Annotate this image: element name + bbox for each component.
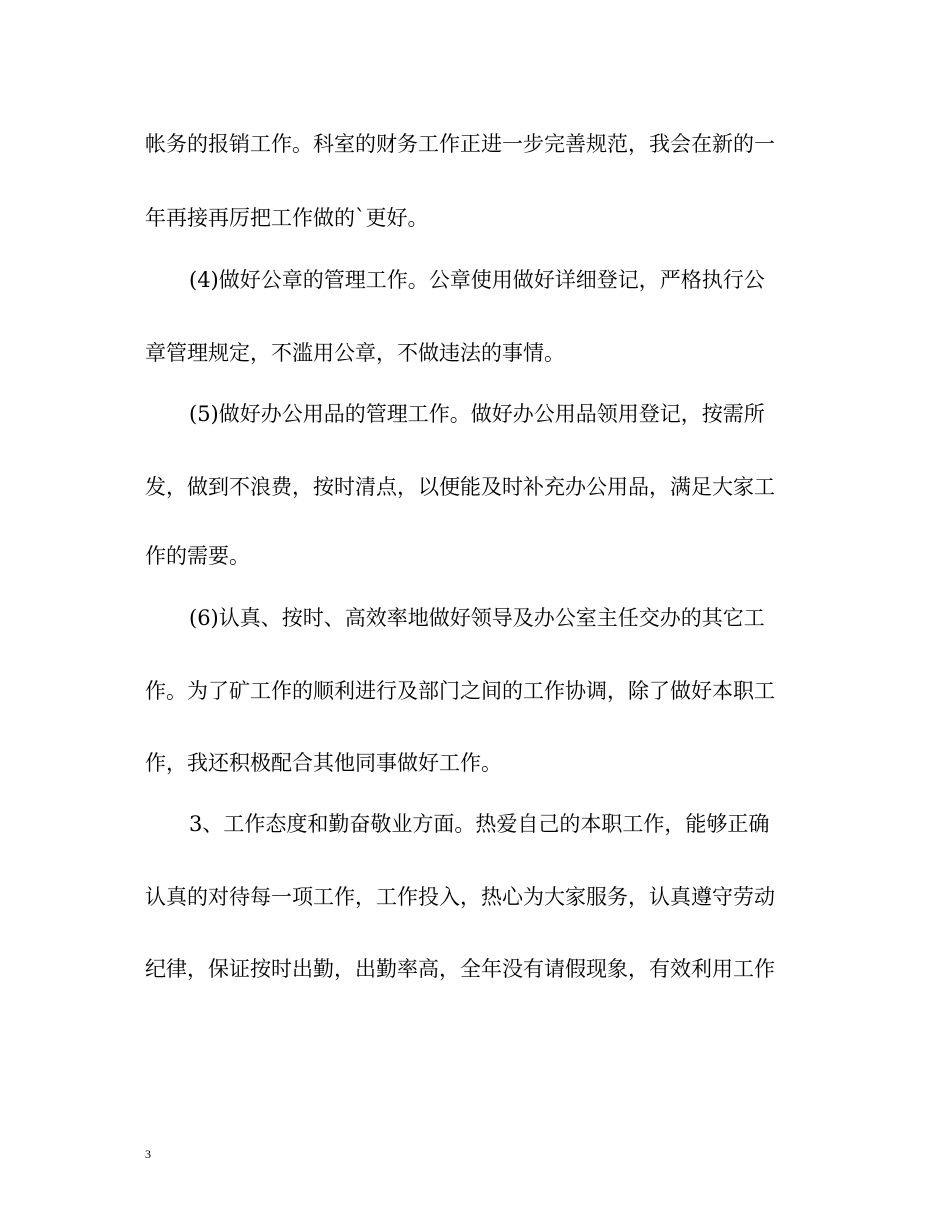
text-line-4: 章管理规定，不滥用公章，不做违法的事情。 [145, 341, 565, 365]
text-line-8: (6)认真、按时、高效率地做好领导及办公室主任交办的其它工 [189, 606, 765, 630]
text-line-10: 作，我还积极配合其他同事做好工作。 [145, 751, 502, 775]
text-line-6: 发，做到不浪费，按时清点，以便能及时补充办公用品，满足大家工 [145, 475, 775, 499]
text-line-2: 年再接再厉把工作做的`更好。 [145, 206, 429, 230]
text-line-11: 3、工作态度和勤奋敬业方面。热爱自己的本职工作，能够正确 [189, 812, 770, 836]
text-line-12: 认真的对待每一项工作，工作投入，热心为大家服务，认真遵守劳动 [145, 885, 775, 909]
page-number: 3 [145, 1147, 151, 1161]
text-line-9: 作。为了矿工作的顺利进行及部门之间的工作协调，除了做好本职工 [145, 679, 775, 703]
text-line-1: 帐务的报销工作。科室的财务工作正进一步完善规范，我会在新的一 [145, 132, 775, 156]
text-line-5: (5)做好办公用品的管理工作。做好办公用品领用登记，按需所 [189, 402, 765, 426]
text-line-3: (4)做好公章的管理工作。公章使用做好详细登记，严格执行公 [189, 268, 765, 292]
text-line-13: 纪律，保证按时出勤，出勤率高，全年没有请假现象，有效利用工作 [145, 957, 775, 981]
text-line-7: 作的需要。 [145, 544, 250, 568]
